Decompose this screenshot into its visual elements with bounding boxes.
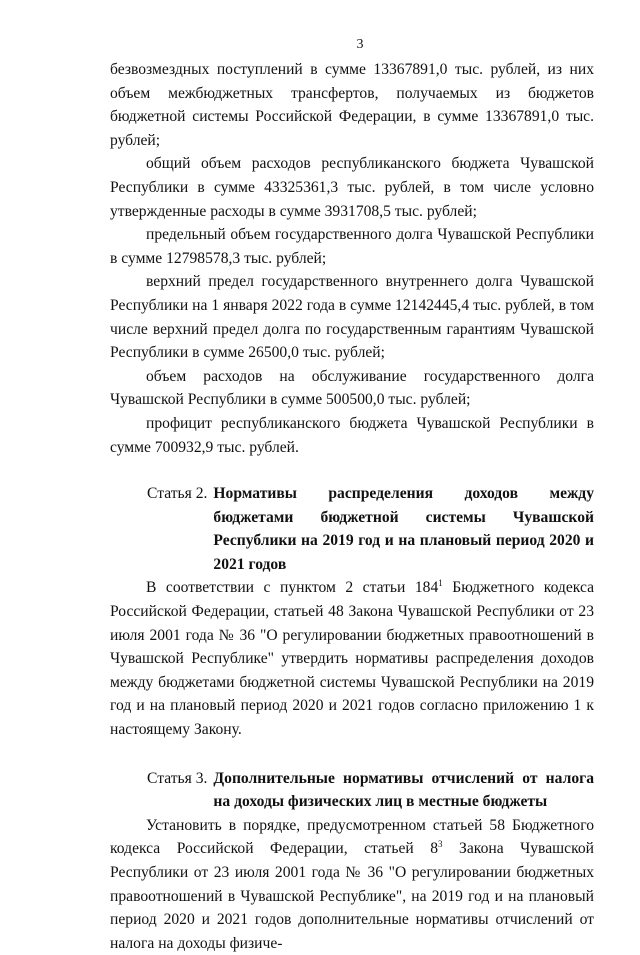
article-2-body-text-a: В соответствии с пунктом 2 статьи 184	[146, 579, 439, 597]
article-2-label: Статья 2.	[147, 485, 208, 503]
article-3-title: Дополнительные нормативы отчислений от налога на доходы физических лиц в местные бюджеты	[213, 769, 594, 811]
article-3-body-superscript: 3	[438, 839, 443, 850]
paragraph-internal-debt: верхний предел государственного внутреннего долга Чувашской Республики на 1 января 2022 года в сумме 12142445,4 тыс. рублей, в том числе верхний предел долга по государственным гарантиям Чувашской Республики в сумме 26500,0 тыс. рублей;	[110, 273, 594, 362]
article-3-body-text-a: Установить в порядке, предусмотренном статьей 58 Бюджетного кодекса Российской Федерации, статьей 8	[110, 816, 594, 858]
paragraph-transfers: безвозмездных поступлений в сумме 13367891,0 тыс. рублей, из них объем межбюджетных трансфертов, получаемых из бюджетов бюджетной системы Российской Федерации, в сумме 13367891,0 тыс. рублей;	[110, 61, 594, 149]
article-3-heading	[110, 767, 594, 814]
article-2-body-superscript: 1	[438, 578, 443, 589]
article-2-heading	[110, 482, 594, 576]
page-number: 3	[356, 37, 364, 52]
paragraph-surplus: профицит республиканского бюджета Чувашской Республики в сумме 700932,9 тыс. рублей.	[110, 414, 594, 456]
document-page	[110, 36, 594, 955]
article-2-body	[110, 576, 594, 741]
article-2-title: Нормативы распределения доходов между бюджетами бюджетной системы Чувашской Республики на 2019 год и на плановый период 2020 и 2021 годов	[213, 485, 594, 573]
paragraph-debt-limit: предельный объем государственного долга Чувашской Республики в сумме 12798578,3 тыс. рублей;	[110, 226, 594, 267]
article-2-body-text-b: Бюджетного кодекса Российской Федерации, статьей 48 Закона Чувашской Республики от 23 июля 2001 года № 36 "О регулировании бюджетных правоотношений в Чувашской Республике" утвердить нормативы распределения доходов между бюджетами бюджетной системы Чувашской Республики на 2019 год и на плановый период 2020 и 2021 годов согласно приложению 1 к настоящему Закону.	[110, 579, 594, 739]
article-3-body-text-b: Закона Чувашской Республики от 23 июля 2001 года № 36 "О регулировании бюджетных правоотношений в Чувашской Республике", на 2019 год и на плановый период 2020 и 2021 годов дополнительные нормативы отчислений от налога на доходы физиче-	[110, 840, 594, 952]
article-3-label: Статья 3.	[147, 769, 208, 787]
paragraph-debt-service: объем расходов на обслуживание государственного долга Чувашской Республики в сумме 500500,0 тыс. рублей;	[110, 367, 594, 409]
paragraph-expenses: общий объем расходов республиканского бюджета Чувашской Республики в сумме 43325361,3 тыс. рублей, в том числе условно утвержденные расходы в сумме 3931708,5 тыс. рублей;	[110, 155, 594, 220]
article-3-body	[110, 814, 594, 955]
